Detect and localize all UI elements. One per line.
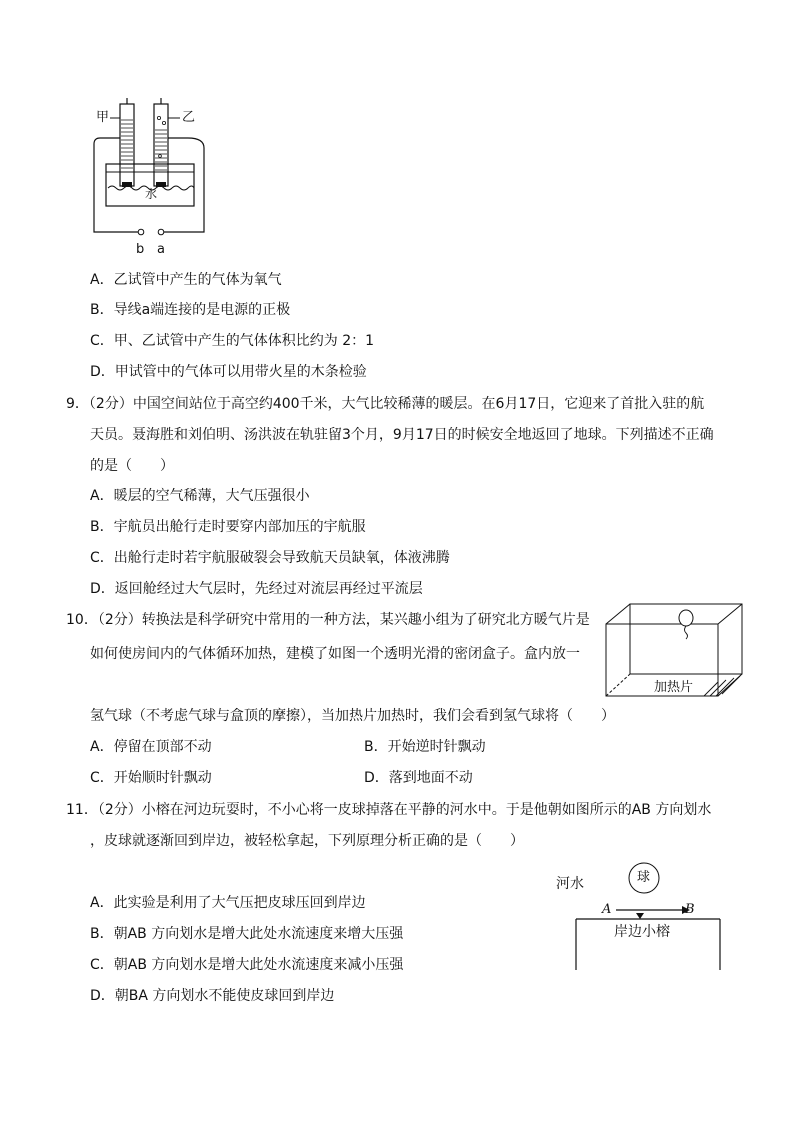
- electrode-jia: [122, 182, 132, 187]
- label-yi: 乙: [182, 110, 196, 125]
- point-b-label: B: [685, 902, 695, 917]
- q10-stem-line-3: 氢气球（不考虑气球与盒顶的摩擦），当加热片加热时，我们会看到氢气球将（ ）: [90, 708, 615, 724]
- q8-option-b[interactable]: B．导线a端连接的是电源的正极: [90, 302, 291, 318]
- q9-stem-line-3: 的是（ ）: [90, 458, 174, 474]
- q9-option-c[interactable]: C．出舱行走时若宇航服破裂会导致航天员缺氧，体液沸腾: [90, 550, 450, 566]
- q11-stem-line-1: 11．（2分）小榕在河边玩耍时，不小心将一皮球掉落在平静的河水中。于是他朝如图所示的AB 方向划水: [66, 802, 712, 818]
- tube-jia: [120, 104, 134, 186]
- q10-option-d[interactable]: D．落到地面不动: [364, 770, 473, 786]
- point-a-label: A: [602, 902, 612, 917]
- electrode-yi: [156, 182, 166, 187]
- q10-stem-line-2: 如何使房间内的气体循环加热，建模了如图一个透明光滑的密闭盒子。盒内放一: [90, 646, 580, 662]
- q10-option-a[interactable]: A．停留在顶部不动: [90, 739, 212, 755]
- q8-option-c[interactable]: C．甲、乙试管中产生的气体体积比约为 2：1: [90, 333, 375, 349]
- q9-stem-line-1: 9．（2分）中国空间站位于高空约400千米，大气比较稀薄的暖层。在6月17日，它迎来了首批入驻的航: [66, 396, 705, 412]
- ball-label: 球: [637, 870, 651, 885]
- q8-option-d[interactable]: D．甲试管中的气体可以用带火星的木条检验: [90, 364, 367, 380]
- balloon: [679, 610, 693, 626]
- q11-stem-line-2: ，皮球就逐渐回到岸边，被轻松拿起，下列原理分析正确的是（ ）: [90, 833, 524, 849]
- q9-stem-line-2: 天员。聂海胜和刘伯明、汤洪波在轨驻留3个月，9月17日的时候安全地返回了地球。下列描述不正确: [90, 427, 714, 443]
- heater-label: 加热片: [654, 680, 694, 695]
- label-b: b: [136, 242, 145, 257]
- q11-option-b[interactable]: B．朝AB 方向划水是增大此处水流速度来增大压强: [90, 926, 404, 942]
- q11-option-c[interactable]: C．朝AB 方向划水是增大此处水流速度来减小压强: [90, 957, 404, 973]
- label-water: 水: [145, 187, 158, 201]
- q10-stem-line-1: 10．（2分）转换法是科学研究中常用的一种方法，某兴趣小组为了研究北方暖气片是: [66, 612, 590, 628]
- q9-option-d[interactable]: D．返回舱经过大气层时，先经过对流层再经过平流层: [90, 581, 423, 597]
- label-jia: 甲: [96, 110, 110, 125]
- q10-option-c[interactable]: C．开始顺时针飘动: [90, 770, 212, 786]
- q8-option-a[interactable]: A．乙试管中产生的气体为氧气: [90, 272, 282, 288]
- terminal-a: [158, 229, 164, 235]
- bank-label: 岸边小榕: [614, 924, 670, 940]
- q10-option-b[interactable]: B．开始逆时针飘动: [364, 739, 486, 755]
- q11-option-a[interactable]: A．此实验是利用了大气压把皮球压回到岸边: [90, 895, 366, 911]
- tube-yi: [154, 104, 168, 186]
- q9-option-b[interactable]: B．宇航员出舱行走时要穿内部加压的宇航服: [90, 519, 366, 535]
- terminal-b: [138, 229, 144, 235]
- q11-option-d[interactable]: D．朝BA 方向划水不能使皮球回到岸边: [90, 988, 335, 1004]
- label-a: a: [157, 242, 165, 257]
- river-label: 河水: [556, 876, 584, 892]
- q9-option-a[interactable]: A．暖层的空气稀薄，大气压强很小: [90, 488, 310, 504]
